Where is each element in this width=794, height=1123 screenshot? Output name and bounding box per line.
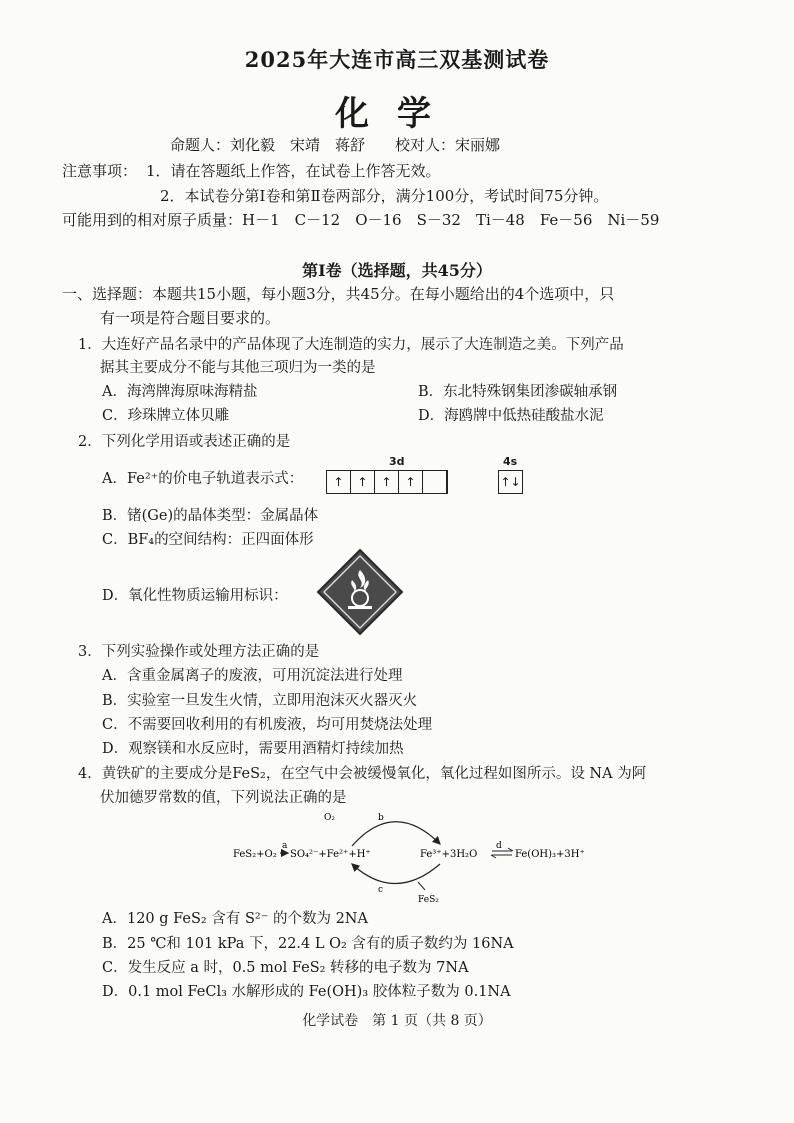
exam-title: 2025年大连市高三双基测试卷 (244, 47, 550, 72)
diagram-fe3-label: Fe³⁺+3H₂O (420, 849, 478, 860)
oxidation-cycle-diagram (230, 806, 610, 906)
diagram-reactant-label: FeS₂+O₂ (233, 849, 277, 860)
diagram-step-a-label: a (282, 841, 288, 851)
diagram-step-d-label: d (496, 841, 502, 851)
q1-option-b: B．东北特殊钢集团渗碳轴承钢 (418, 384, 618, 400)
q4-stem-2: 伏加德罗常数的值，下列说法正确的是 (100, 790, 347, 806)
orbital-4s-label: 4s (503, 455, 518, 468)
q1-stem-1: 1．大连好产品名录中的产品体现了大连制造的实力，展示了大连制造之美。下列产品 (78, 337, 624, 353)
orbital-3d-cell: ↑ (351, 471, 375, 493)
q4-option-c: C．发生反应 a 时，0.5 mol FeS₂ 转移的电子数为 7NA (102, 960, 469, 976)
orbital-4s-cell: ↑↓ (500, 475, 521, 489)
page-footer: 化学试卷 第 1 页（共 8 页） (302, 1013, 492, 1029)
q2-stem: 2．下列化学用语或表述正确的是 (78, 434, 291, 450)
orbital-3d-cell: ↑ (327, 471, 351, 493)
q2-option-d: D．氧化性物质运输用标识： (102, 588, 288, 604)
section-instructions-1: 一、选择题：本题共15小题，每小题3分，共45分。在每小题给出的4个选项中，只 (62, 285, 615, 303)
q3-option-c: C．不需要回收利用的有机废液，均可用焚烧法处理 (102, 717, 433, 733)
notes-label: 注意事项： (62, 162, 138, 180)
atomic-masses: 可能用到的相对原子质量：H－1 C－12 O－16 S－32 Ti－48 Fe－56 Ni－59 (62, 211, 660, 229)
q4-stem-1: 4．黄铁矿的主要成分是FeS₂，在空气中会被缓慢氧化，氧化过程如图所示。设 NA 为阿 (78, 766, 647, 782)
section-instructions-2: 有一项是符合题目要求的。 (100, 309, 281, 327)
orbital-3d-cell (423, 471, 447, 493)
q1-stem-2: 据其主要成分不能与其他三项归为一类的是 (100, 360, 376, 376)
orbital-4s-box (498, 470, 523, 494)
q2-option-b: B．锗(Ge)的晶体类型：金属晶体 (102, 508, 319, 524)
note-item-2: 2．本试卷分第Ⅰ卷和第Ⅱ卷两部分，满分100分，考试时间75分钟。 (160, 187, 609, 205)
orbital-3d-label: 3d (389, 455, 405, 468)
q4-option-a: A．120 g FeS₂ 含有 S²⁻ 的个数为 2NA (102, 911, 368, 927)
q1-option-c: C．珍珠牌立体贝雕 (102, 408, 230, 424)
q1-option-d: D．海鸥牌中低热硅酸盐水泥 (418, 408, 604, 424)
diagram-product-label: Fe(OH)₃+3H⁺ (515, 849, 585, 860)
q1-option-a: A．海湾牌海原味海精盐 (102, 384, 258, 400)
q3-option-b: B．实验室一旦发生火情，立即用泡沫灭火器灭火 (102, 693, 418, 709)
orbital-3d-cell: ↑ (375, 471, 399, 493)
diagram-o2-label: O₂ (324, 813, 335, 823)
subject-title: 化学 (335, 94, 459, 134)
orbital-3d-box (326, 470, 448, 494)
orbital-3d-cell: ↑ (399, 471, 423, 493)
diagram-step-c-label: c (378, 885, 384, 895)
q2-option-a: A．Fe²⁺的价电子轨道表示式： (102, 471, 304, 487)
q3-stem: 3．下列实验操作或处理方法正确的是 (78, 644, 320, 660)
diagram-intermediate-label: SO₄²⁻+Fe²⁺+H⁺ (290, 849, 371, 860)
oxidizer-hazard-icon (316, 548, 404, 636)
q2-option-c: C．BF₄的空间结构：正四面体形 (102, 532, 314, 548)
q4-option-d: D．0.1 mol FeCl₃ 水解形成的 Fe(OH)₃ 胶体粒子数为 0.1NA (102, 984, 511, 1000)
section-title: 第Ⅰ卷（选择题，共45分） (302, 261, 492, 280)
diagram-step-b-label: b (378, 813, 384, 823)
q3-option-a: A．含重金属离子的废液，可用沉淀法进行处理 (102, 668, 403, 684)
diagram-fes2-label: FeS₂ (418, 895, 439, 905)
note-item-1: 1．请在答题纸上作答，在试卷上作答无效。 (146, 162, 441, 180)
q4-option-b: B．25 ℃和 101 kPa 下，22.4 L O₂ 含有的质子数约为 16NA (102, 936, 514, 952)
q3-option-d: D．观察镁和水反应时，需要用酒精灯持续加热 (102, 741, 404, 757)
authors-line: 命题人：刘化毅 宋靖 蒋舒 校对人：宋丽娜 (170, 136, 501, 154)
